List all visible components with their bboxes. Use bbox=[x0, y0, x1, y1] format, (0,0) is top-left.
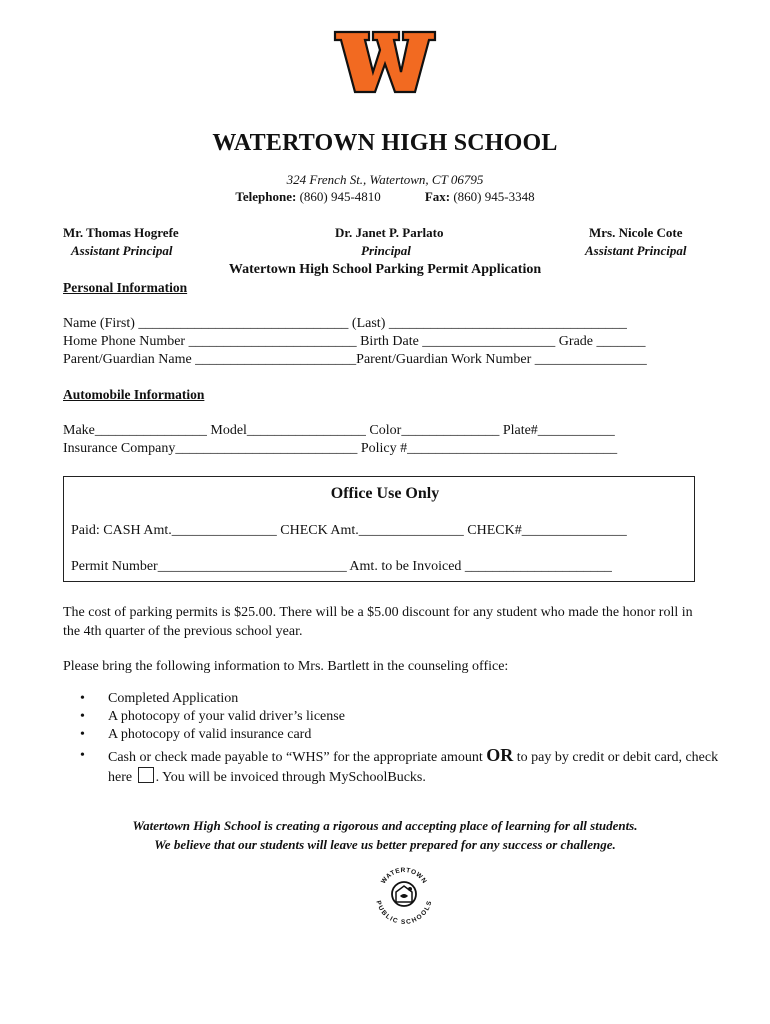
list-item bbox=[80, 708, 720, 726]
bullet-icon: • bbox=[80, 727, 85, 742]
office-permit-line[interactable]: Permit Number___________________________ Amt. to be Invoiced _____________________ bbox=[71, 559, 612, 574]
list-item-text: to pay by credit or debit card, check here bbox=[108, 750, 719, 785]
bullet-icon: • bbox=[80, 748, 85, 763]
insurance-policy-line[interactable]: Insurance Company__________________________ Policy #______________________________ bbox=[63, 441, 618, 456]
parent-guardian-line[interactable]: Parent/Guardian Name _______________________Parent/Guardian Work Number ________________ bbox=[63, 352, 647, 367]
list-item-text: Cash or check made payable to “WHS” for the appropriate amount bbox=[108, 750, 487, 765]
list-item bbox=[80, 726, 720, 744]
office-paid-line[interactable]: Paid: CASH Amt._______________ CHECK Amt._______________ CHECK#_______________ bbox=[71, 523, 627, 538]
seal-top-text: WATERTOWN bbox=[380, 866, 428, 886]
staff-role-parlato: Principal bbox=[361, 243, 411, 258]
or-emphasis: OR bbox=[486, 745, 514, 765]
school-address: 324 French St., Watertown, CT 06795 bbox=[286, 172, 484, 187]
staff-role-hogrefe: Assistant Principal bbox=[71, 243, 173, 258]
watertown-public-schools-seal bbox=[372, 862, 436, 926]
phone-birthdate-grade-line[interactable]: Home Phone Number ________________________ Birth Date ___________________ Grade _______ bbox=[63, 334, 646, 349]
office-use-title: Office Use Only bbox=[330, 485, 440, 502]
list-item bbox=[80, 746, 720, 787]
staff-name-parlato: Dr. Janet P. Parlato bbox=[335, 225, 444, 240]
list-item-text: . You will be invoiced through MySchoolBucks. bbox=[155, 770, 426, 785]
list-item-text: A photocopy of your valid driver’s license bbox=[108, 709, 345, 724]
name-field-line[interactable]: Name (First) ______________________________ (Last) __________________________________ bbox=[63, 316, 627, 331]
personal-info-heading: Personal Information bbox=[63, 280, 188, 295]
fax-value: (860) 945-3348 bbox=[450, 189, 535, 204]
staff-name-hogrefe: Mr. Thomas Hogrefe bbox=[63, 225, 179, 240]
form-title: Watertown High School Parking Permit Application bbox=[228, 262, 542, 277]
instructions-paragraph: Please bring the following information to Mrs. Bartlett in the counseling office: bbox=[63, 659, 509, 674]
list-item-text: A photocopy of valid insurance card bbox=[108, 727, 312, 742]
seal-bottom-text: PUBLIC SCHOOLS bbox=[374, 899, 434, 926]
staff-role-cote: Assistant Principal bbox=[585, 243, 687, 258]
staff-name-cote: Mrs. Nicole Cote bbox=[589, 225, 683, 240]
telephone-label: Telephone: bbox=[235, 189, 297, 204]
automobile-info-heading: Automobile Information bbox=[63, 387, 205, 402]
bullet-icon: • bbox=[80, 709, 85, 724]
cost-paragraph: The cost of parking permits is $25.00. There will be a $5.00 discount for any student who made the honor roll in the 4th quarter of the previous school year. bbox=[63, 605, 693, 639]
list-item bbox=[80, 690, 720, 708]
motto-line-1: Watertown High School is creating a rigorous and accepting place of learning for all students. bbox=[132, 818, 638, 833]
list-item-text: Completed Application bbox=[108, 691, 239, 706]
watertown-w-logo bbox=[333, 28, 437, 96]
bullet-icon: • bbox=[80, 691, 85, 706]
fax-label: Fax: bbox=[424, 189, 451, 204]
motto-line-2: We believe that our students will leave us better prepared for any success or challenge. bbox=[154, 837, 616, 852]
requirements-list bbox=[80, 690, 720, 787]
logo-w-shape bbox=[335, 32, 435, 92]
school-title: WATERTOWN HIGH SCHOOL bbox=[212, 130, 558, 156]
make-model-color-plate-line[interactable]: Make________________ Model_________________ Color______________ Plate#___________ bbox=[63, 423, 615, 438]
contact-line bbox=[0, 189, 770, 205]
credit-debit-checkbox[interactable] bbox=[138, 767, 154, 783]
telephone-value: (860) 945-4810 bbox=[296, 189, 381, 204]
